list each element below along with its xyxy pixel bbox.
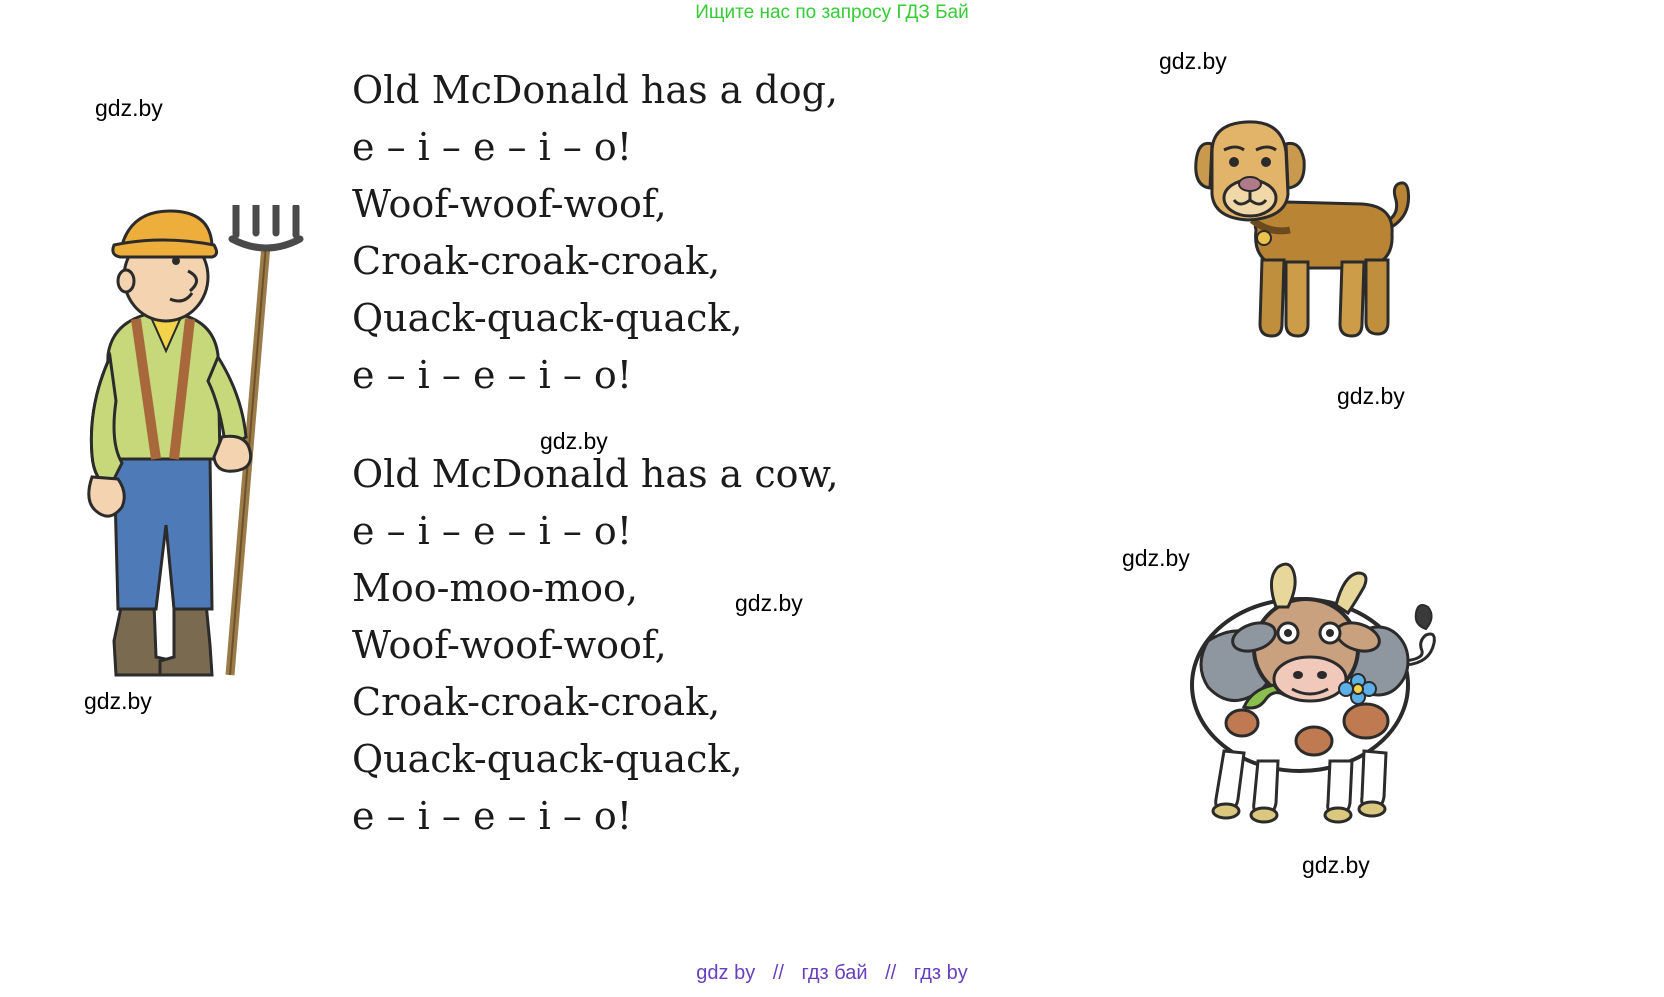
- footer-item[interactable]: гдз бай: [801, 962, 868, 984]
- lyric-line: Woof-woof-woof,: [352, 623, 667, 667]
- lyric-line: Woof-woof-woof,: [352, 182, 667, 226]
- watermark: gdz.by: [1159, 48, 1227, 74]
- footer-links: [0, 962, 1664, 985]
- verse-1: [352, 62, 972, 404]
- footer-item[interactable]: гдз by: [913, 962, 968, 984]
- lyric-line: Quack-quack-quack,: [352, 296, 743, 340]
- watermark: gdz.by: [1302, 852, 1370, 878]
- lyric-line: e – i – e – i – o!: [352, 125, 633, 169]
- lyric-line: Croak-croak-croak,: [352, 239, 721, 283]
- lyric-line: Old McDonald has a dog,: [352, 68, 838, 112]
- farmer-illustration: [70, 205, 320, 685]
- footer-item[interactable]: gdz by: [696, 962, 756, 984]
- verse-spacer: [352, 416, 972, 446]
- watermark: gdz.by: [1122, 545, 1190, 571]
- dog-illustration: [1190, 110, 1420, 360]
- verse-2: [352, 446, 972, 845]
- watermark: gdz.by: [84, 688, 152, 714]
- lyric-line: e – i – e – i – o!: [352, 353, 633, 397]
- watermark: gdz.by: [540, 428, 608, 454]
- song-lyrics: [352, 62, 972, 857]
- lyric-line: Quack-quack-quack,: [352, 737, 743, 781]
- watermark: gdz.by: [1337, 383, 1405, 409]
- watermark: gdz.by: [735, 590, 803, 616]
- top-banner-text: Ищите нас по запросу ГДЗ Бай: [695, 2, 969, 23]
- footer-separator: //: [772, 962, 784, 984]
- lyric-line: Moo-moo-moo,: [352, 566, 639, 610]
- watermark: gdz.by: [95, 95, 163, 121]
- lyric-line: e – i – e – i – o!: [352, 794, 633, 838]
- cow-illustration: [1150, 545, 1440, 835]
- lyric-line: Old McDonald has a cow,: [352, 452, 839, 496]
- lyric-line: e – i – e – i – o!: [352, 509, 633, 553]
- footer-separator: //: [885, 962, 897, 984]
- lyric-line: Croak-croak-croak,: [352, 680, 721, 724]
